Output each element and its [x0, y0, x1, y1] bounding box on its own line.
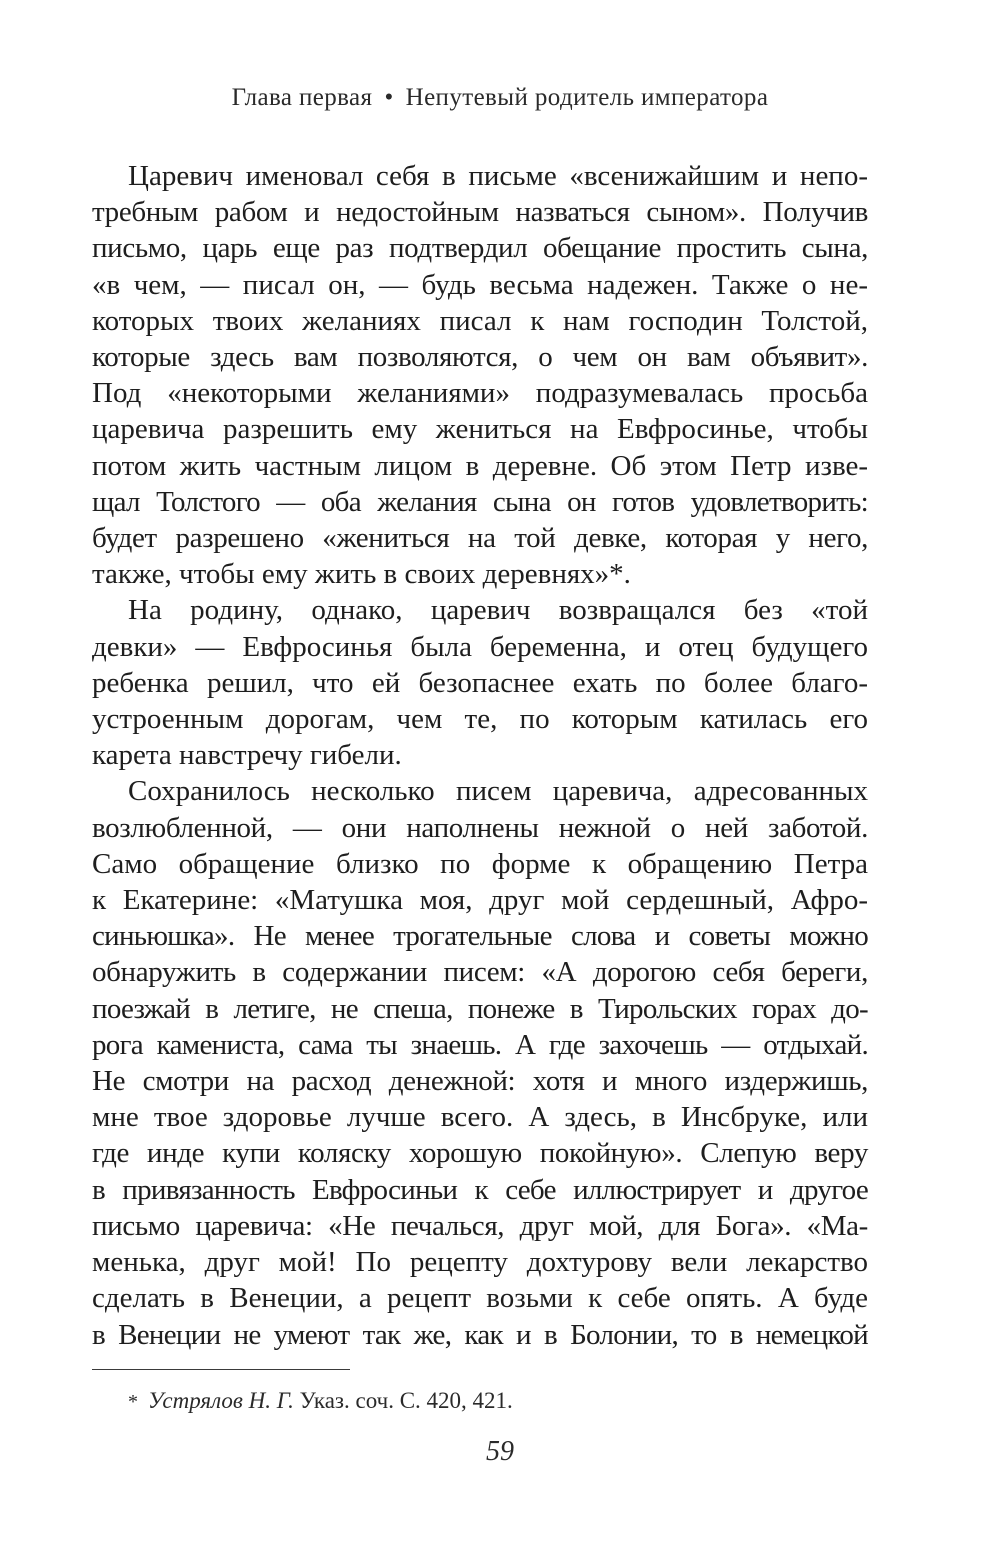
text-line: письмо царевича: «Не печалься, друг мой, для Бога». «Ма-: [92, 1209, 868, 1242]
text-line: менька, друг мой! По рецепту дохтурову вели лекарство: [92, 1246, 868, 1279]
text-line: возлюбленной, — они наполнены нежной о ней заботой.: [92, 811, 868, 844]
text-line: синьюшка». Не менее трогательные слова и советы можно: [92, 920, 868, 953]
body-text: [92, 158, 868, 1353]
text-line: На родину, однако, царевич возвращался без «той: [128, 594, 868, 627]
text-line: Царевич именовал себя в письме «всенижайшим и непо-: [128, 160, 868, 192]
text-line: обнаружить в содержании писем: «А дорогою себя береги,: [92, 956, 868, 989]
text-line: «в чем, — писал он, — будь весьма надежен. Также о не-: [92, 268, 868, 301]
chapter-label: Глава первая: [231, 84, 373, 111]
footnote-text: Указ. соч. С. 420, 421.: [299, 1388, 513, 1413]
text-line: где инде купи коляску хорошую покойную». Слепую веру: [92, 1137, 868, 1170]
text-line: поезжай в летиге, не спеша, понеже в Тирольских горах до-: [92, 992, 868, 1025]
text-line: потом жить частным лицом в деревне. Об этом Петр изве-: [92, 449, 868, 482]
text-line: карета навстречу гибели.: [92, 739, 402, 772]
text-line: в привязанность Евфросиньи к себе иллюстрирует и другое: [92, 1173, 868, 1206]
footnote: [128, 1388, 513, 1414]
text-line: будет разрешено «жениться на той девке, которая у него,: [92, 522, 868, 555]
text-line: в Венеции не умеют так же, как и в Болонии, то в немецкой: [92, 1318, 868, 1351]
text-line: мне твое здоровье лучше всего. А здесь, в Инсбруке, или: [92, 1101, 868, 1134]
text-line: также, чтобы ему жить в своих деревнях»*.: [92, 558, 631, 591]
text-line: Не смотри на расход денежной: хотя и много издержишь,: [92, 1065, 868, 1098]
text-line: к Екатерине: «Матушка моя, друг мой сердешный, Афро-: [92, 884, 868, 917]
header-separator: •: [384, 84, 394, 111]
footnote-mark: *: [128, 1391, 138, 1413]
text-line: Под «некоторыми желаниями» подразумевалась просьба: [92, 377, 868, 410]
footnote-divider: [92, 1369, 350, 1370]
text-line: сделать в Венеции, а рецепт возьми к себе опять. А буде: [92, 1282, 868, 1315]
chapter-title: Непутевый родитель императора: [405, 84, 769, 111]
text-line: которые здесь вам позволяются, о чем он вам объявит».: [92, 341, 868, 374]
text-line: письмо, царь еще раз подтвердил обещание простить сына,: [92, 232, 868, 265]
text-line: девки» — Евфросинья была беременна, и отец будущего: [92, 630, 868, 663]
text-line: рога камениста, сама ты знаешь. А где захочешь — отдыхай.: [92, 1028, 868, 1061]
text-line: Само обращение близко по форме к обращению Петра: [92, 847, 868, 880]
page-number: 59: [486, 1436, 514, 1467]
text-line: требным рабом и недостойным назваться сыном». Получив: [92, 196, 868, 229]
text-line: которых твоих желаниях писал к нам господин Толстой,: [92, 304, 868, 337]
footnote-author: Устрялов Н. Г.: [148, 1388, 294, 1413]
text-line: щал Толстого — оба желания сына он готов удовлетворить:: [92, 485, 868, 518]
text-line: царевича разрешить ему жениться на Евфросинье, чтобы: [92, 413, 868, 446]
text-line: устроенным дорогам, чем те, по которым катилась его: [92, 703, 868, 736]
running-header: [0, 84, 1000, 112]
text-line: Сохранилось несколько писем царевича, адресованных: [128, 775, 868, 808]
text-line: ребенка решил, что ей безопаснее ехать по более благо-: [92, 666, 868, 699]
